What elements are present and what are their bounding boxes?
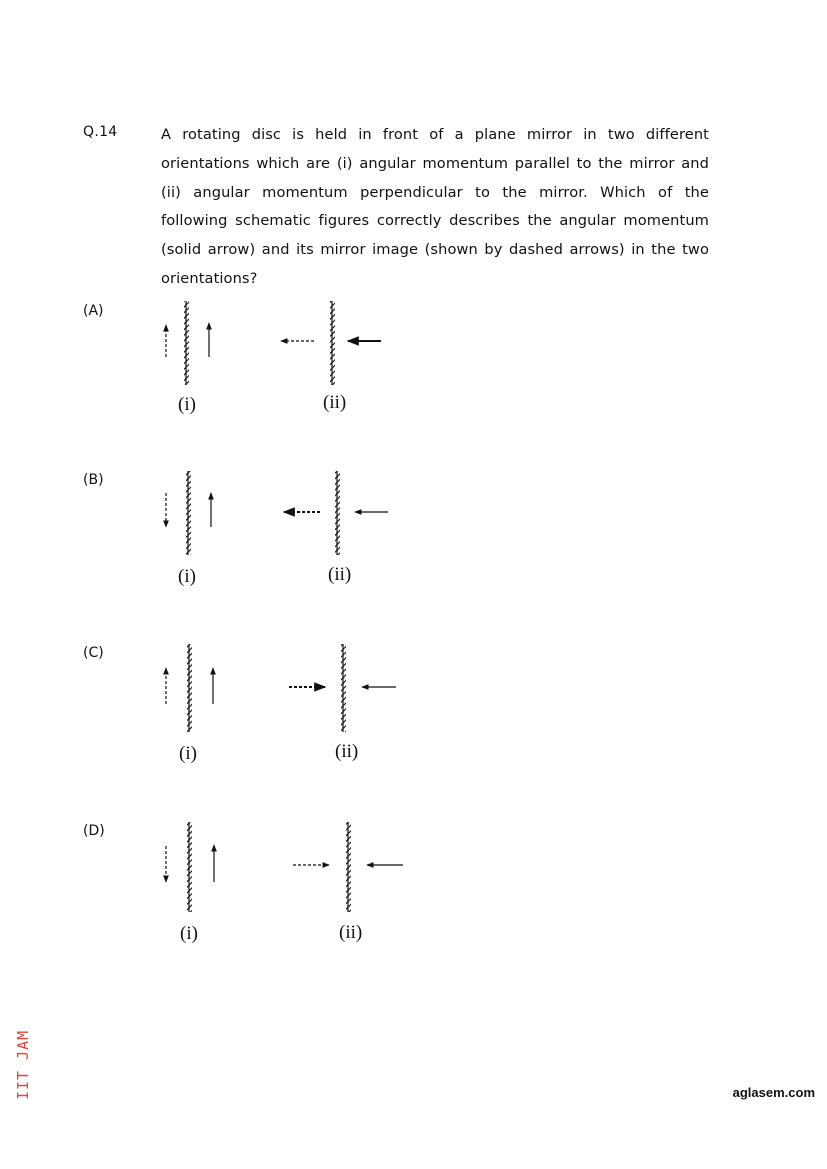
- sub-label-ii: (ii): [339, 922, 363, 943]
- sub-label-ii: (ii): [328, 564, 352, 585]
- question-text: A rotating disc is held in front of a plane mirror in two different orientations which are (i) angular momentum parallel to the mirror and (ii) angular momentum perpendicular to the mirror. Which of the following schematic figures correctly describes the angular momentum (solid arrow) and its mirror image (shown by dashed arrows) in the two orientations?: [161, 126, 709, 287]
- option-a-figure: [150, 295, 430, 425]
- option-b-label[interactable]: (B): [83, 472, 104, 488]
- option-c-label[interactable]: (C): [83, 645, 104, 661]
- sub-label-i: (i): [179, 743, 197, 764]
- option-a-label[interactable]: (A): [83, 303, 104, 319]
- sub-label-i: (i): [178, 566, 196, 587]
- sub-label-ii: (ii): [335, 741, 359, 762]
- option-d-figure: [150, 816, 430, 946]
- sub-label-i: (i): [178, 394, 196, 415]
- option-c-figure: [150, 638, 430, 768]
- option-b-figure: [150, 465, 430, 595]
- side-watermark-text: IIT JAM: [14, 1029, 32, 1100]
- sub-label-i: (i): [180, 923, 198, 944]
- sub-label-ii: (ii): [323, 392, 347, 413]
- site-name[interactable]: aglasem.com: [732, 1085, 815, 1100]
- option-d-label[interactable]: (D): [83, 823, 105, 839]
- question-number: Q.14: [83, 124, 118, 140]
- side-watermark: [13, 1028, 35, 1102]
